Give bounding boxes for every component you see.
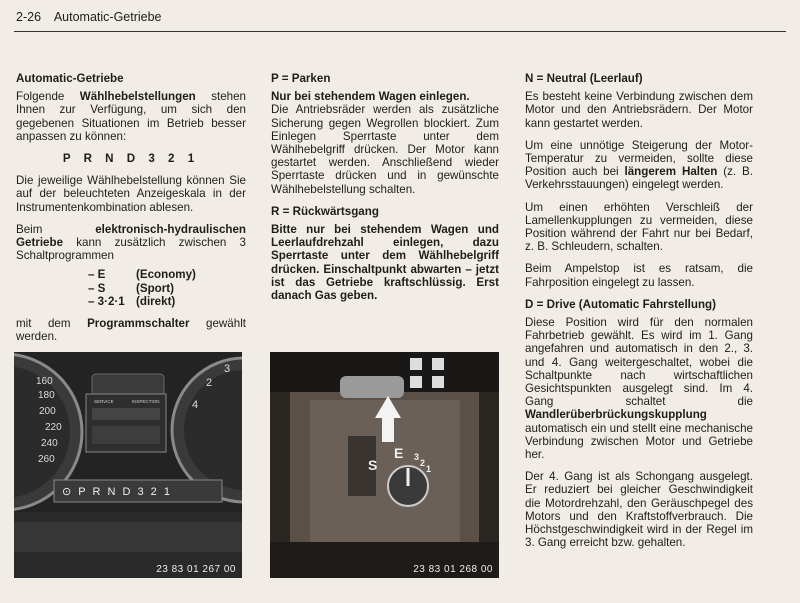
col1-para-1: Folgende Wählhebelstellungen stehen Ihnen zur Verfügung, um sich den gegebenen Situationen im Betrieb besser anpassen zu können: — [16, 90, 246, 143]
selector-label: S — [368, 457, 378, 473]
tacho-label: 4 — [192, 399, 199, 411]
selector-label: 3 — [414, 452, 420, 462]
gear-display-text: ⊙ P R N D 3 2 1 — [62, 486, 172, 498]
park-heading: P = Parken — [271, 72, 331, 85]
instrument-cluster-illustration — [14, 352, 242, 578]
speed-label: 240 — [41, 438, 58, 449]
panel-label: INSPECTION — [132, 399, 160, 404]
selector-label: E — [394, 445, 404, 461]
panel-label: SERVICE — [94, 399, 114, 404]
column-2 — [271, 72, 499, 311]
gear-sequence: P R N D 3 2 1 — [62, 152, 200, 166]
speed-label: 220 — [45, 422, 62, 433]
mode-item: – 3·2·1 (direkt) — [88, 294, 176, 308]
speed-label: 200 — [39, 406, 56, 417]
speed-label: 180 — [38, 390, 55, 401]
gear-selector-photo — [270, 352, 499, 578]
mode-item: – E (Economy) — [88, 268, 196, 282]
mode-item: – S (Sport) — [88, 281, 174, 295]
park-subheading: Nur bei stehendem Wagen einlegen. — [271, 90, 470, 104]
col1-para-3: Beim elektronisch-hydraulischen Getriebe kann zusätzlich zwischen 3 Schaltprogrammen — [16, 222, 246, 263]
photo1-caption: 23 83 01 267 00 — [156, 564, 236, 575]
neutral-para-1: Es besteht keine Verbindung zwischen dem Motor und den Antriebsrädern. Der Motor kann gestartet werden. — [525, 90, 753, 130]
program-modes — [88, 268, 246, 308]
neutral-para-2: Um eine unnötige Steigerung der Motor-Temperatur zu vermeiden, sollte diese Position auch bei längerem Halten (z. B. Verkehrsstauungen) eingelegt werden. — [525, 138, 753, 192]
selector-label: 2 — [420, 458, 426, 468]
drive-para-2: Der 4. Gang ist als Schongang ausgelegt. Er reduziert bei gleicher Geschwindigkeit die Motordrehzahl, den Geräuschpegel des Motors und den Kraftstoffverbrauch. Die Höchstgeschwindigkeit wird in der Regel im 3. Gang erreicht bzw. gehalten. — [525, 470, 753, 550]
park-text: Die Antriebsräder werden als zusätzliche Sicherung gegen Wegrollen blockiert. Zum Einlegen Sperrtaste unter dem Wählhebelgriff drücken. Der Motor kann gestartet werden. Anschließend wieder Sperrtaste drücken und in gewünschte Wählhebelstellung schalten. — [271, 103, 499, 196]
neutral-heading: N = Neutral (Leerlauf) — [525, 72, 643, 85]
gear-selector-illustration — [270, 352, 499, 578]
neutral-para-4: Beim Ampelstop ist es ratsam, die Fahrposition eingelegt zu lassen. — [525, 262, 753, 289]
speed-label: 160 — [36, 376, 53, 387]
col1-title: Automatic-Getriebe — [16, 72, 124, 85]
instrument-cluster-photo — [14, 352, 242, 578]
drive-para-1: Diese Position wird für den normalen Fahrbetrieb gewählt. Es wird im 1. Gang angefahren und automatisch in den 2., 3. und 4. Gang weitergeschaltet, wobei die Schaltpunkte nach wirtschaftlichen Gesichtspunkten ausgelegt sind. Im 4. Gang schaltet die Wandlerüberbrückungskupplung automatisch ein und stellt eine mechanische Verbindung zwischen Motor und Getriebe her. — [525, 316, 753, 462]
col1-para-2: Die jeweilige Wählhebelstellung können Sie auf der beleuchteten Anzeigeskala in der Instrumentenkombination ablesen. — [16, 174, 246, 214]
photo2-caption: 23 83 01 268 00 — [413, 564, 493, 575]
drive-heading: D = Drive (Automatic Fahrstellung) — [525, 297, 717, 311]
section-title: Automatic-Getriebe — [53, 10, 162, 24]
reverse-heading: R = Rückwärtsgang — [271, 204, 379, 218]
selector-label: 1 — [426, 464, 432, 474]
speed-label: 260 — [38, 454, 55, 465]
reverse-text: Bitte nur bei stehendem Wagen und Leerlaufdrehzahl einlegen, dazu Sperrtaste unter dem Wählhebelgriff drücken. Einschaltpunkt abwarten – jetzt ist das Getriebe kraftschlüssig. Erst danach Gas geben. — [271, 223, 499, 303]
neutral-para-3: Um einen erhöhten Verschleiß der Lamellenkupplungen zu vermeiden, diese Position während der Fahrt nur bei Bedarf, z. B. Schleudern, schalten. — [525, 200, 753, 254]
page-number: 2-26 — [16, 10, 42, 24]
tacho-label: 2 — [206, 377, 213, 389]
tacho-label: 3 — [224, 363, 231, 375]
col1-para-4: mit dem Programmschalter gewählt werden. — [16, 317, 246, 344]
header-rule — [14, 31, 786, 32]
column-1 — [16, 72, 246, 352]
column-3 — [525, 72, 753, 559]
